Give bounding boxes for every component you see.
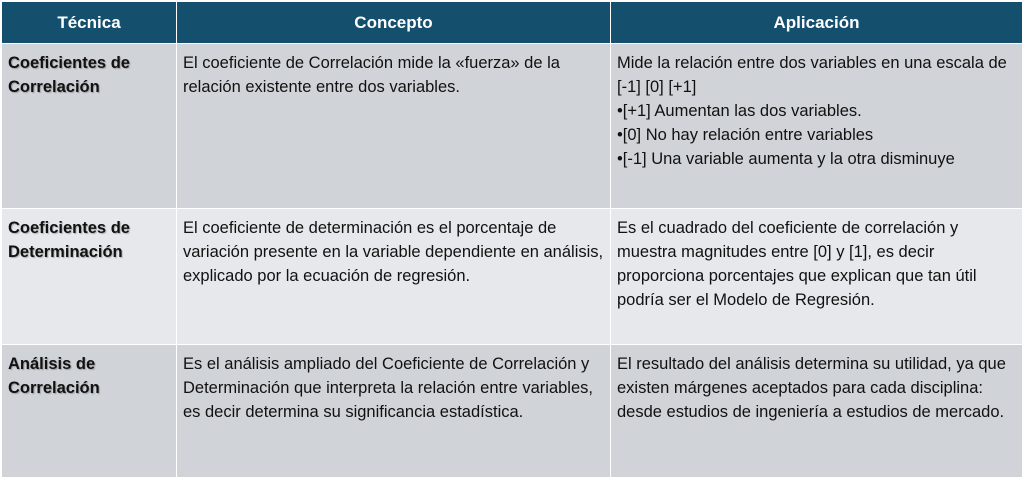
aplicacion-cell (611, 44, 1023, 209)
concepto-cell: El coeficiente de Correlación mide la «fuerza» de la relación existente entre dos variables. (177, 44, 611, 209)
aplicacion-cell: Es el cuadrado del coeficiente de correlación y muestra magnitudes entre [0] y [1], es decir proporciona porcentajes que explican que tan útil podría ser el Modelo de Regresión. (611, 209, 1023, 345)
table-row (2, 209, 1023, 345)
tecnica-cell: Análisis de Correlación (2, 345, 177, 478)
aplicacion-list (617, 99, 1016, 171)
list-item: •[-1] Una variable aumenta y la otra disminuye (617, 150, 955, 168)
concepto-cell: El coeficiente de determinación es el porcentaje de variación presente en la variable dependiente en análisis, explicado por la ecuación de regresión. (177, 209, 611, 345)
techniques-table (1, 1, 1023, 478)
concepto-cell: Es el análisis ampliado del Coeficiente de Correlación y Determinación que interpreta la relación entre variables, es decir determina su significancia estadística. (177, 345, 611, 478)
header-row (2, 2, 1023, 44)
tecnica-cell: Coeficientes de Correlación (2, 44, 177, 209)
tecnica-cell: Coeficientes de Determinación (2, 209, 177, 345)
list-item: •[+1] Aumentan las dos variables. (617, 102, 862, 120)
aplicacion-cell: El resultado del análisis determina su utilidad, ya que existen márgenes aceptados para cada disciplina: desde estudios de ingeniería a estudios de mercado. (611, 345, 1023, 478)
header-tecnica: Técnica (2, 2, 177, 44)
table-row (2, 44, 1023, 209)
header-concepto: Concepto (177, 2, 611, 44)
list-item: •[0] No hay relación entre variables (617, 126, 874, 144)
table-row (2, 345, 1023, 478)
aplicacion-intro: Mide la relación entre dos variables en una escala de [-1] [0] [+1] (617, 54, 1007, 96)
header-aplicacion: Aplicación (611, 2, 1023, 44)
